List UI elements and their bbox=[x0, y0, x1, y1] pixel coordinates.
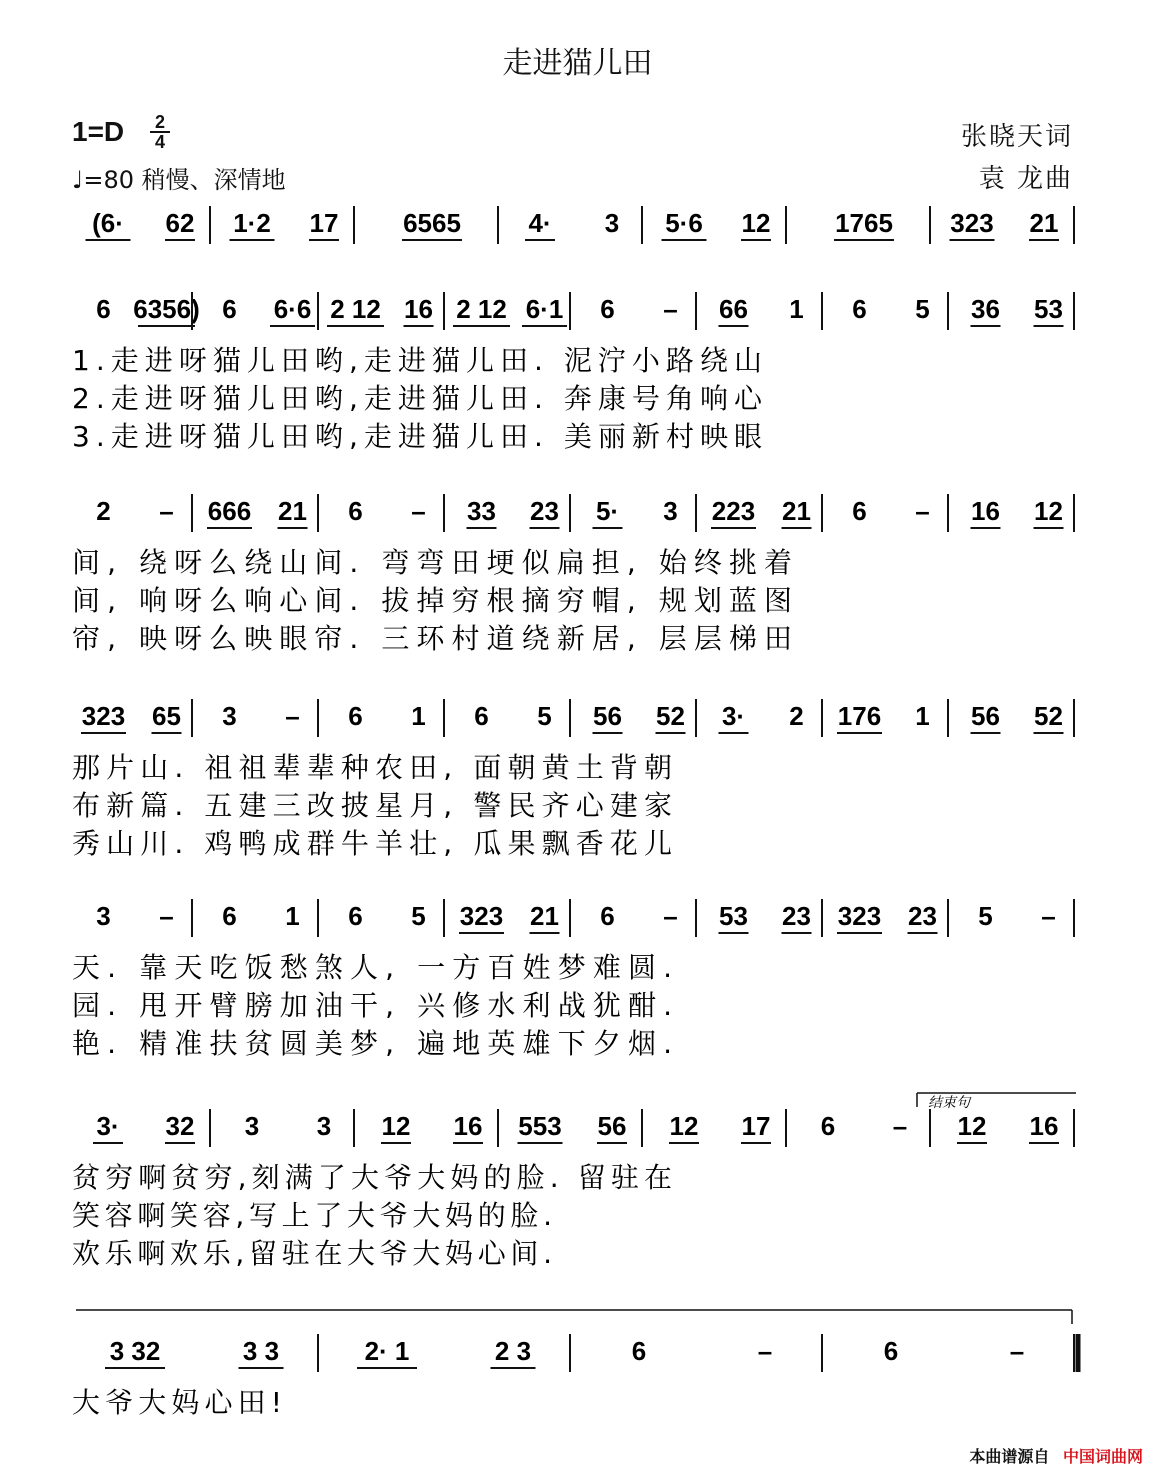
note-group: 53 bbox=[719, 901, 748, 931]
note-group: 6356) bbox=[133, 294, 200, 324]
measure bbox=[852, 494, 948, 532]
measure bbox=[459, 899, 570, 937]
measure bbox=[357, 1334, 570, 1372]
measure bbox=[96, 292, 199, 330]
lyric-line: 大爷大妈心田! bbox=[72, 1386, 282, 1419]
note-group: 3 32 bbox=[109, 1336, 161, 1366]
note-group: 2 3 bbox=[494, 1336, 532, 1366]
system-6 bbox=[72, 1109, 1074, 1270]
system-7 bbox=[72, 1334, 1078, 1419]
note-group: 21 bbox=[530, 901, 559, 931]
measure bbox=[719, 699, 823, 737]
lyric-line: 布新篇. 五建三改披星月, 警民齐心建家 bbox=[72, 789, 672, 822]
note-group: 3 bbox=[96, 901, 111, 931]
measure bbox=[669, 1109, 786, 1147]
measure bbox=[971, 292, 1075, 330]
measure bbox=[662, 206, 787, 244]
note-group: 21 bbox=[278, 496, 307, 526]
note-group: 52 bbox=[1034, 701, 1063, 731]
measure bbox=[950, 206, 1075, 244]
note-group: 1 bbox=[789, 294, 804, 324]
measure bbox=[884, 1334, 1074, 1372]
note-group: 323 bbox=[459, 901, 504, 931]
note-group: 1 bbox=[411, 701, 426, 731]
note-group: 3 bbox=[222, 701, 237, 731]
system-4 bbox=[72, 699, 1074, 860]
note-group: 2 12 bbox=[330, 294, 381, 324]
note-group: – bbox=[1041, 901, 1056, 931]
note-group: 1·2 bbox=[233, 208, 271, 238]
lyric-line: 贫穷啊贫穷,刻满了大爷大妈的脸. 留驻在 bbox=[72, 1161, 672, 1194]
lyric-line: 1.走进呀猫儿田哟,走进猫儿田. 泥泞小路绕山 bbox=[72, 344, 762, 377]
lyric-line: 秀山川. 鸡鸭成群牛羊壮, 瓜果飘香花儿 bbox=[72, 827, 672, 860]
note-group: 323 bbox=[950, 208, 994, 238]
system-3 bbox=[72, 494, 1074, 655]
measure bbox=[593, 699, 697, 737]
note-group: 17 bbox=[741, 1111, 771, 1141]
measure bbox=[222, 292, 318, 330]
note-group: 3· bbox=[96, 1111, 120, 1141]
note-group: 176 bbox=[837, 701, 882, 731]
measure bbox=[474, 699, 570, 737]
footer-site-name: 中国词曲网 bbox=[1062, 1447, 1143, 1466]
note-group: 3 3 bbox=[242, 1336, 280, 1366]
note-group: 4· bbox=[528, 208, 552, 238]
measure bbox=[518, 1109, 643, 1147]
system-1 bbox=[86, 206, 1075, 244]
key-signature: 1=D bbox=[72, 116, 125, 147]
lyric-line: 帘, 映呀么映眼帘. 三环村道绕新居, 层层梯田 bbox=[72, 622, 793, 655]
footer bbox=[969, 1444, 1143, 1467]
note-group: 65 bbox=[152, 701, 181, 731]
note-group: 3 bbox=[663, 496, 678, 526]
measure bbox=[453, 292, 570, 330]
measure bbox=[105, 1334, 318, 1372]
measure bbox=[711, 494, 822, 532]
measure bbox=[81, 699, 192, 737]
lyric-line: 笑容啊笑容,写上了大爷大妈的脸. bbox=[72, 1199, 552, 1232]
note-group: 12 bbox=[669, 1111, 699, 1141]
note-group: 2· 1 bbox=[364, 1336, 410, 1366]
note-group: 23 bbox=[908, 901, 937, 931]
note-group: 23 bbox=[530, 496, 559, 526]
note-group: 6 bbox=[852, 294, 867, 324]
measure bbox=[971, 494, 1075, 532]
note-group: 5·6 bbox=[665, 208, 703, 238]
note-group: 2 12 bbox=[456, 294, 507, 324]
measure bbox=[86, 206, 211, 244]
coda-label: 结束句 bbox=[928, 1095, 970, 1111]
note-group: 6 bbox=[883, 1336, 899, 1366]
measure bbox=[245, 1109, 354, 1147]
measure bbox=[348, 699, 444, 737]
time-signature-top: 2 bbox=[154, 112, 165, 132]
note-group: – bbox=[285, 701, 300, 731]
note-group: 5 bbox=[915, 294, 930, 324]
note-group: 5 bbox=[537, 701, 552, 731]
measure bbox=[837, 899, 948, 937]
measure bbox=[719, 899, 823, 937]
lyric-line: 园. 甩开臂膀加油干, 兴修水利战犹酣. bbox=[72, 989, 672, 1022]
note-group: 6 bbox=[96, 294, 111, 324]
note-group: 17 bbox=[309, 208, 339, 238]
measure bbox=[327, 292, 444, 330]
lyricist-credit: 张晓天词 bbox=[960, 122, 1073, 152]
note-group: 6 bbox=[600, 901, 615, 931]
lyric-line: 天. 靠天吃饭愁煞人, 一方百姓梦难圆. bbox=[72, 951, 672, 984]
measure bbox=[222, 699, 318, 737]
measure bbox=[467, 494, 571, 532]
score-systems bbox=[72, 206, 1078, 1419]
note-group: 32 bbox=[165, 1111, 195, 1141]
note-group: – bbox=[892, 1111, 908, 1141]
composer-credit: 袁 龙曲 bbox=[978, 164, 1073, 194]
note-group: 2 bbox=[96, 496, 111, 526]
note-group: 62 bbox=[165, 208, 195, 238]
note-group: – bbox=[915, 496, 930, 526]
note-group: – bbox=[159, 901, 174, 931]
note-group: 56 bbox=[971, 701, 1000, 731]
lyric-line: 艳. 精准扶贫圆美梦, 遍地英雄下夕烟. bbox=[72, 1027, 672, 1060]
tempo-text: =80 稍慢、深情地 bbox=[83, 166, 286, 194]
note-group: 66 bbox=[719, 294, 748, 324]
note-group: 5 bbox=[411, 901, 426, 931]
measure bbox=[632, 1334, 822, 1372]
note-group: 36 bbox=[971, 294, 1000, 324]
measure bbox=[821, 1109, 930, 1147]
measure bbox=[402, 206, 498, 244]
note-group: 21 bbox=[1029, 208, 1059, 238]
measure bbox=[852, 292, 948, 330]
measure bbox=[593, 494, 697, 532]
note-group: 223 bbox=[711, 496, 756, 526]
continuation-bracket bbox=[76, 1310, 1072, 1324]
note-group: – bbox=[159, 496, 174, 526]
lyric-line: 那片山. 祖祖辈辈种农田, 面朝黄土背朝 bbox=[72, 751, 672, 784]
note-group: – bbox=[663, 294, 678, 324]
note-group: 56 bbox=[593, 701, 622, 731]
note-group: 3 bbox=[604, 208, 620, 238]
measure bbox=[957, 1109, 1074, 1147]
note-group: 2 bbox=[789, 701, 804, 731]
time-signature-bottom: 4 bbox=[154, 132, 165, 152]
measure bbox=[837, 699, 948, 737]
note-group: – bbox=[663, 901, 678, 931]
note-group: 16 bbox=[453, 1111, 483, 1141]
measure bbox=[719, 292, 823, 330]
measure bbox=[978, 899, 1074, 937]
note-group: 52 bbox=[656, 701, 685, 731]
note-group: 16 bbox=[404, 294, 433, 324]
note-group: 323 bbox=[81, 701, 126, 731]
note-group: 12 bbox=[741, 208, 771, 238]
title: 走进猫儿田 bbox=[502, 46, 653, 81]
note-group: 666 bbox=[207, 496, 252, 526]
note-group: 12 bbox=[957, 1111, 987, 1141]
lyric-line: 2.走进呀猫儿田哟,走进猫儿田. 奔康号角响心 bbox=[72, 382, 762, 415]
note-group: 56 bbox=[597, 1111, 627, 1141]
measure bbox=[207, 494, 318, 532]
measure bbox=[381, 1109, 498, 1147]
note-group: 6 bbox=[348, 496, 363, 526]
measure bbox=[93, 1109, 210, 1147]
note-group: 6 bbox=[474, 701, 489, 731]
note-group: 553 bbox=[518, 1111, 562, 1141]
lyric-line: 3.走进呀猫儿田哟,走进猫儿田. 美丽新村映眼 bbox=[72, 420, 762, 453]
note-group: 6 bbox=[348, 701, 363, 731]
measure bbox=[600, 292, 696, 330]
note-group: 6 bbox=[222, 901, 237, 931]
note-group: 6 bbox=[600, 294, 615, 324]
measure bbox=[971, 699, 1075, 737]
measure bbox=[834, 206, 930, 244]
lyric-line: 间, 响呀么响心间. 拔掉穷根摘穷帽, 规划蓝图 bbox=[72, 584, 793, 617]
note-group: 33 bbox=[467, 496, 496, 526]
note-group: 1 bbox=[915, 701, 930, 731]
footer-source-label: 本曲谱源自 bbox=[969, 1447, 1050, 1466]
note-group: 6 bbox=[348, 901, 363, 931]
note-group: – bbox=[757, 1336, 773, 1366]
note-group: 1765 bbox=[835, 208, 893, 238]
note-group: 6565 bbox=[403, 208, 461, 238]
note-group: 3· bbox=[721, 701, 746, 731]
note-group: – bbox=[411, 496, 426, 526]
measure bbox=[525, 206, 642, 244]
note-group: 6 bbox=[820, 1111, 836, 1141]
note-group: 6 bbox=[852, 496, 867, 526]
note-group: 23 bbox=[782, 901, 811, 931]
measure bbox=[222, 899, 318, 937]
note-group: 1 bbox=[285, 901, 300, 931]
measure bbox=[600, 899, 696, 937]
note-group: 5 bbox=[978, 901, 993, 931]
measure bbox=[348, 899, 444, 937]
note-group: 12 bbox=[1034, 496, 1063, 526]
note-group: 3 bbox=[244, 1111, 260, 1141]
lyric-line: 间, 绕呀么绕山间. 弯弯田埂似扁担, 始终挑着 bbox=[72, 546, 793, 579]
measure bbox=[96, 494, 192, 532]
quarter-note-icon: ♩ bbox=[72, 166, 84, 194]
note-group: 5· bbox=[595, 496, 620, 526]
note-group: 3 bbox=[316, 1111, 332, 1141]
measure bbox=[348, 494, 444, 532]
note-group: 6·6 bbox=[273, 294, 312, 324]
lyric-line: 欢乐啊欢乐,留驻在大爷大妈心间. bbox=[72, 1237, 552, 1270]
note-group: 6·1 bbox=[525, 294, 564, 324]
system-5 bbox=[72, 899, 1074, 1060]
note-group: (6· bbox=[92, 208, 124, 238]
note-group: 12 bbox=[381, 1111, 411, 1141]
note-group: 323 bbox=[837, 901, 882, 931]
note-group: 16 bbox=[971, 496, 1000, 526]
note-group: 21 bbox=[782, 496, 811, 526]
note-group: – bbox=[1009, 1336, 1025, 1366]
note-group: 16 bbox=[1029, 1111, 1059, 1141]
system-2 bbox=[72, 292, 1074, 453]
measure bbox=[230, 206, 355, 244]
note-group: 53 bbox=[1034, 294, 1063, 324]
note-group: 6 bbox=[222, 294, 237, 324]
note-group: 6 bbox=[631, 1336, 647, 1366]
coda-bracket bbox=[917, 1093, 1076, 1111]
measure bbox=[96, 899, 192, 937]
